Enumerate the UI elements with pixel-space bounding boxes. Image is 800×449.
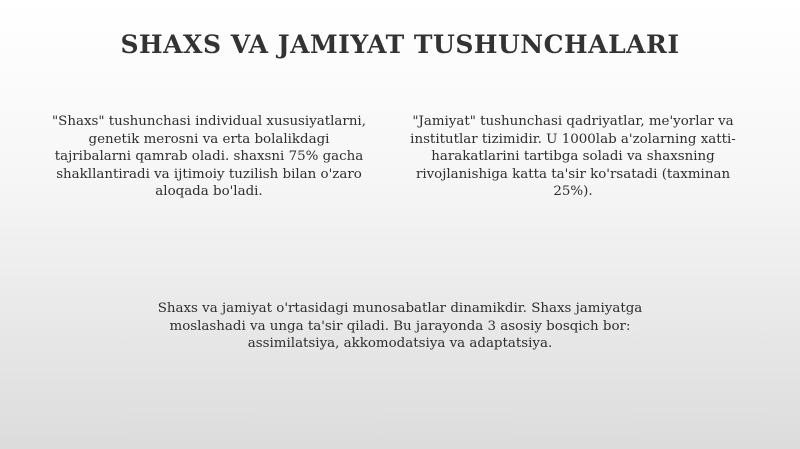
relationship-paragraph: Shaxs va jamiyat o'rtasidagi munosabatlar dinamikdir. Shaxs jamiyatga moslashadi va unga ta'sir qiladi. Bu jarayonda 3 asosiy bosqich bor: assimilatsiya, akkomodatsiya va adaptatsiya. [157, 301, 643, 352]
shaxs-paragraph: "Shaxs" tushunchasi individual xususiyatlarni, genetik merosni va erta bolalikdagi tajribalarni qamrab oladi. shaxsni 75% gacha shakllantiradi va ijtimoiy tuzilish bilan o'zaro aloqada bo'ladi. [52, 114, 366, 200]
slide-title: SHAXS VA JAMIYAT TUSHUNCHALARI [120, 30, 680, 59]
jamiyat-paragraph: "Jamiyat" tushunchasi qadriyatlar, me'yorlar va institutlar tizimidir. U 1000lab a'zolarning xatti-harakatlarini tartibga soladi va shaxsning rivojlanishiga katta ta'sir ko'rsatadi (taxminan 25%). [410, 114, 736, 200]
